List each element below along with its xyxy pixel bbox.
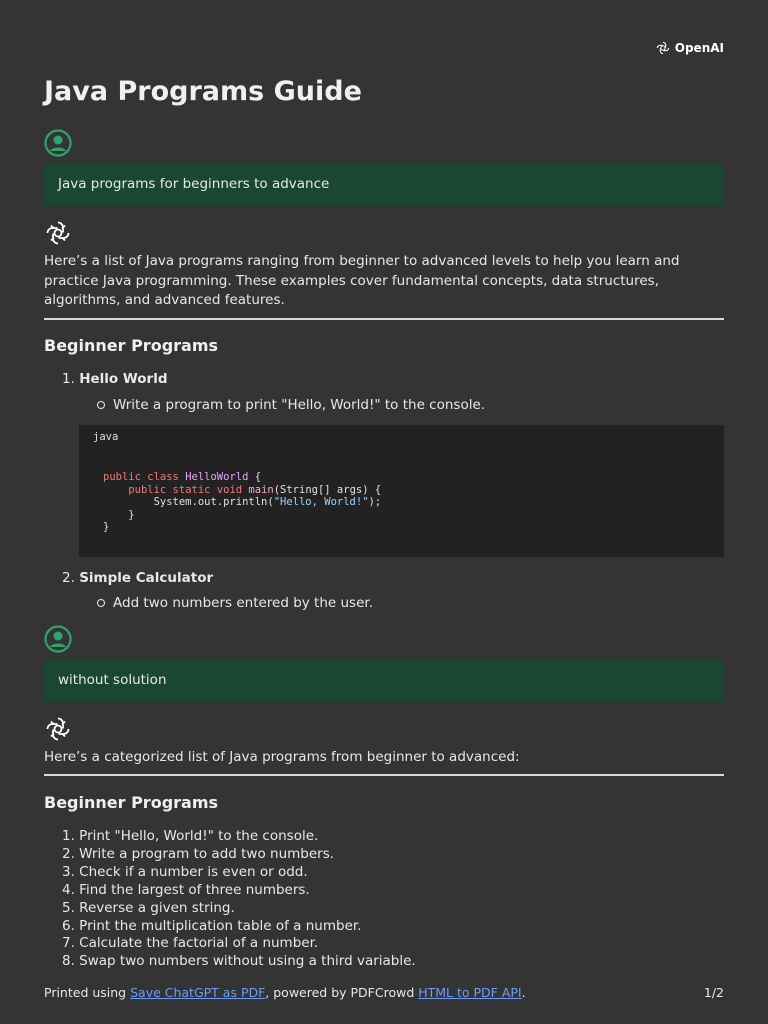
list-item: 3. Check if a number is even or odd. <box>62 863 308 880</box>
user-message <box>44 163 724 205</box>
html-to-pdf-link[interactable]: HTML to PDF API <box>418 985 522 1000</box>
sub-item <box>97 595 373 611</box>
assistant-intro: Here’s a list of Java programs ranging from beginner to advanced levels to help you learn and practice Java programming. These examples cover fundamental concepts, data structures, algorithms, and advanced features. <box>44 253 680 308</box>
list-item <box>62 371 168 387</box>
item-title: Hello World <box>79 371 168 387</box>
page-number: 1/2 <box>703 985 724 1000</box>
footer-credit <box>44 985 526 1000</box>
openai-logo <box>655 40 724 56</box>
list-item: 2. Write a program to add two numbers. <box>62 845 335 862</box>
sub-item-text: Add two numbers entered by the user. <box>113 595 374 611</box>
user-avatar-icon <box>44 129 72 157</box>
brand-name: OpenAI <box>674 41 724 55</box>
code-language-label: java <box>93 431 119 443</box>
user-avatar-icon <box>44 625 72 653</box>
list-item: 1. Print "Hello, World!" to the console. <box>62 828 319 844</box>
code-content: public class HelloWorld { public static void main(String[] args) { System.out.println("Hello, World!"); } } <box>103 471 382 533</box>
divider <box>44 318 724 320</box>
list-item: 5. Reverse a given string. <box>62 899 235 916</box>
bullet-icon <box>97 599 105 607</box>
list-item: 4. Find the largest of three numbers. <box>62 881 310 898</box>
section-heading: Beginner Programs <box>44 336 219 355</box>
list-item: 7. Calculate the factorial of a number. <box>62 935 319 952</box>
program-list <box>62 828 416 971</box>
sub-item <box>97 397 485 413</box>
bullet-icon <box>97 401 105 409</box>
list-item: 6. Print the multiplication table of a number. <box>62 917 362 934</box>
user-message-text: without solution <box>58 672 167 688</box>
footer <box>44 985 724 1000</box>
item-number: 1. <box>62 371 75 387</box>
code-block[interactable] <box>79 425 724 557</box>
user-message-text: Java programs for beginners to advance <box>58 176 330 192</box>
sub-item-text: Write a program to print "Hello, World!" to the console. <box>113 397 486 413</box>
chatgpt-icon <box>44 219 72 247</box>
chatgpt-icon <box>44 715 72 743</box>
page-title: Java Programs Guide <box>44 76 362 107</box>
openai-icon <box>655 40 671 56</box>
divider <box>44 774 724 776</box>
item-title: Simple Calculator <box>79 570 214 586</box>
section-heading: Beginner Programs <box>44 793 219 812</box>
footer-prefix: Printed using <box>44 985 131 1000</box>
list-item: 8. Swap two numbers without using a third variable. <box>62 953 416 970</box>
footer-middle: , powered by PDFCrowd <box>265 985 419 1000</box>
list-item <box>62 570 213 586</box>
item-number: 2. <box>62 570 75 586</box>
save-chatgpt-link[interactable]: Save ChatGPT as PDF <box>130 985 266 1000</box>
assistant-intro: Here’s a categorized list of Java programs from beginner to advanced: <box>44 749 520 765</box>
user-message <box>44 659 724 701</box>
footer-suffix: . <box>521 985 526 1000</box>
